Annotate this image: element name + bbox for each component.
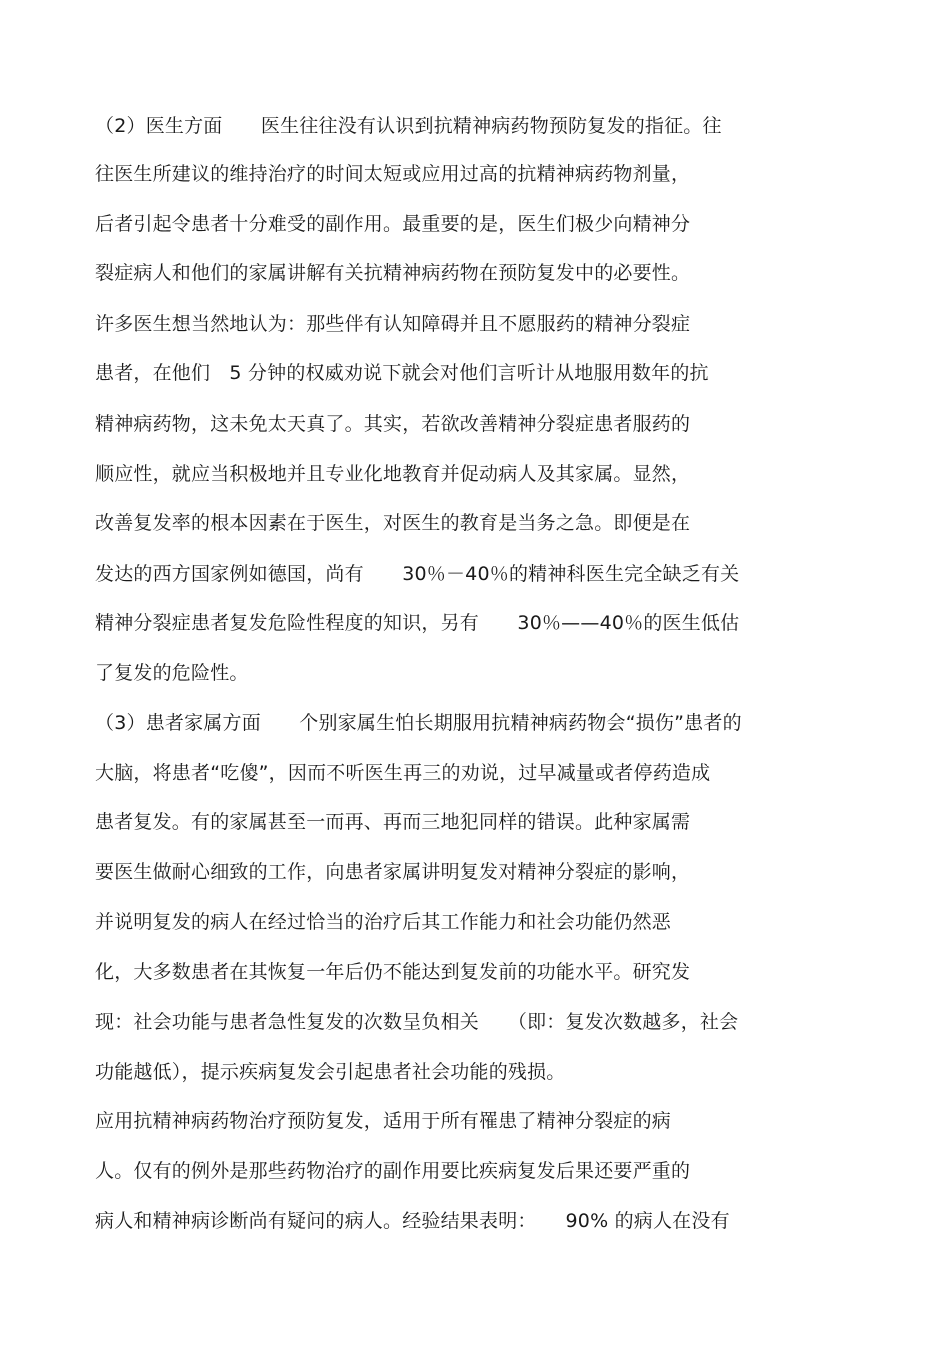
text-line: 功能越低），提示疾病复发会引起患者社会功能的残损。 [95,1061,566,1083]
text-line: 了复发的危险性。 [95,662,249,684]
text-line: 化，大多数患者在其恢复一年后仍不能达到复发前的功能水平。研究发 [95,961,691,983]
text-line: 精神病药物，这未免太天真了。其实，若欲改善精神分裂症患者服药的 [95,413,691,435]
text-line: 往医生所建议的维持治疗的时间太短或应用过高的抗精神病药物剂量， [95,163,691,185]
text-line: 精神分裂症患者复发危险性程度的知识，另有 30％——40％的医生低估 [95,612,740,634]
text-line: 现：社会功能与患者急性复发的次数呈负相关 （即：复发次数越多，社会 [95,1011,739,1033]
text-line: 大脑，将患者“吃傻”，因而不听医生再三的劝说，过早减量或者停药造成 [95,762,711,784]
text-line: （3）患者家属方面 个别家属生怕长期服用抗精神病药物会“损伤”患者的 [95,712,742,734]
text-line: 发达的西方国家例如德国，尚有 30％－40％的精神科医生完全缺乏有关 [95,563,740,585]
text-line: 并说明复发的病人在经过恰当的治疗后其工作能力和社会功能仍然恶 [95,911,672,933]
text-line: 人。仅有的例外是那些药物治疗的副作用要比疾病复发后果还要严重的 [95,1160,691,1182]
text-line: （2）医生方面 医生往往没有认识到抗精神病药物预防复发的指征。往 [95,115,722,137]
text-line: 改善复发率的根本因素在于医生，对医生的教育是当务之急。即便是在 [95,512,691,534]
text-line: 患者复发。有的家属甚至一而再、再而三地犯同样的错误。此种家属需 [95,811,691,833]
text-line: 患者，在他们 5 分钟的权威劝说下就会对他们言听计从地服用数年的抗 [95,362,709,384]
text-line: 裂症病人和他们的家属讲解有关抗精神病药物在预防复发中的必要性。 [95,262,691,284]
text-line: 病人和精神病诊断尚有疑问的病人。经验结果表明： 90% 的病人在没有 [95,1210,730,1232]
text-line: 顺应性，就应当积极地并且专业化地教育并促动病人及其家属。显然， [95,463,691,485]
text-line: 应用抗精神病药物治疗预防复发，适用于所有罹患了精神分裂症的病 [95,1110,672,1132]
text-line: 后者引起令患者十分难受的副作用。最重要的是，医生们极少向精神分 [95,213,691,235]
text-line: 要医生做耐心细致的工作，向患者家属讲明复发对精神分裂症的影响， [95,861,691,883]
text-line: 许多医生想当然地认为：那些伴有认知障碍并且不愿服药的精神分裂症 [95,313,691,335]
